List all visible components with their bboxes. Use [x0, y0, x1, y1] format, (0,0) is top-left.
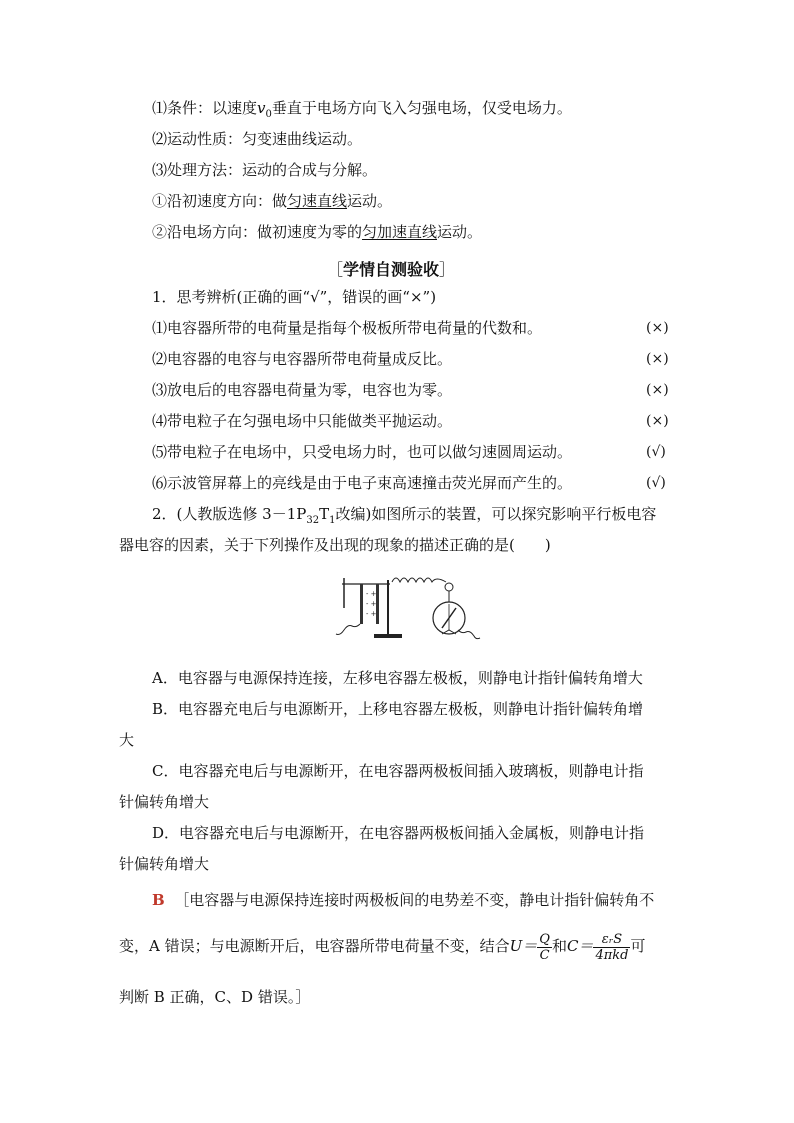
option-d-line2: 针偏转角增大	[119, 855, 210, 873]
answer-text-2a: 变，A 错误；与电源断开后，电容器所带电荷量不变，结合	[119, 937, 510, 955]
q1-item-3: ⑶放电后的电容器电荷量为零，电容也为零。	[152, 381, 453, 399]
condition-line	[152, 98, 572, 125]
svg-text:- +: - +	[366, 590, 377, 598]
svg-text:- +: - +	[366, 600, 377, 608]
formula-u: U＝	[509, 937, 538, 955]
q2-stem-line2: 器电容的因素，关于下列操作及出现的现象的描述正确的是( )	[119, 536, 551, 554]
initial-velocity-direction-line	[152, 191, 392, 211]
heading-bracket-left: ［	[327, 260, 344, 279]
init-dir-text-a: ①沿初速度方向：做	[152, 192, 288, 210]
q2-stem-c: 改编)如图所示的装置，可以探究影响平行板电容	[335, 505, 657, 523]
heading-text: 学情自测验收	[343, 260, 440, 279]
v0-subscript: 0	[265, 109, 272, 120]
answer-text-1: ［电容器与电源保持连接时两极板间的电势差不变，静电计指针偏转角不	[174, 891, 655, 909]
q2-stem-b: T	[319, 505, 330, 523]
capacitor-electrometer-figure	[330, 570, 490, 650]
q1-mark-2: (×)	[646, 351, 669, 367]
section-heading	[327, 257, 455, 280]
q2-stem-a: 2．(人教版选修 3－1P	[152, 505, 307, 523]
option-c-line2: 针偏转角增大	[119, 793, 210, 811]
answer-line1	[152, 890, 654, 910]
uniform-accel-underlined: 匀加速直线	[362, 223, 438, 241]
condition-text-b: 垂直于电场方向飞入匀强电场，仅受电场力。	[271, 99, 572, 117]
q1-item-2: ⑵电容器的电容与电容器所带电荷量成反比。	[152, 350, 453, 368]
field-dir-text-a: ②沿电场方向：做初速度为零的	[152, 223, 363, 241]
option-d-line1: D．电容器充电后与电源断开，在电容器两极板间插入金属板，则静电计指	[152, 824, 645, 842]
answer-letter: B	[152, 891, 165, 909]
q1-mark-1: (×)	[646, 320, 669, 336]
option-c-line1: C．电容器充电后与电源断开，在电容器两极板间插入玻璃板，则静电计指	[152, 762, 644, 780]
field-direction-line	[152, 222, 482, 242]
formula-c: C＝	[566, 937, 594, 955]
heading-bracket-right: ］	[439, 260, 456, 279]
q1-item-1: ⑴电容器所带的电荷量是指每个极板所带电荷量的代数和。	[152, 319, 543, 337]
q1-title: 1．思考辨析(正确的画“√”，错误的画“×”)	[152, 288, 437, 306]
answer-and: 和	[551, 937, 567, 955]
answer-line2	[119, 929, 645, 963]
q2-sub-index: 1	[329, 515, 336, 526]
v0-symbol: v	[257, 99, 266, 117]
fraction-capacitance	[593, 932, 630, 963]
option-b-line2: 大	[119, 731, 135, 749]
method-line: ⑶处理方法：运动的合成与分解。	[152, 161, 378, 179]
motion-nature-line: ⑵运动性质：匀变速曲线运动。	[152, 130, 363, 148]
condition-text-a: ⑴条件：以速度	[152, 99, 258, 117]
q1-item-5: ⑸带电粒子在电场中，只受电场力时，也可以做匀速圆周运动。	[152, 443, 573, 461]
q1-item-4: ⑷带电粒子在匀强电场中只能做类平抛运动。	[152, 412, 453, 430]
q1-mark-4: (×)	[646, 413, 669, 429]
q1-mark-5: (√)	[646, 444, 666, 460]
fraction-numerator-es: εᵣS	[593, 932, 630, 948]
q1-item-6: ⑹示波管屏幕上的亮线是由于电子束高速撞击荧光屏而产生的。	[152, 474, 573, 492]
field-dir-text-b: 运动。	[437, 223, 483, 241]
option-b-line1: B．电容器充电后与电源断开，上移电容器左极板，则静电计指针偏转角增	[152, 700, 644, 718]
uniform-linear-underlined: 匀速直线	[287, 192, 348, 210]
init-dir-text-b: 运动。	[347, 192, 393, 210]
fraction-denominator-4pikd: 4πkd	[595, 947, 629, 963]
option-a: A．电容器与电源保持连接，左移电容器左极板，则静电计指针偏转角增大	[152, 669, 643, 687]
answer-text-2b: 可	[630, 937, 646, 955]
fraction-denominator-c: C	[539, 947, 550, 963]
svg-text:- +: - +	[366, 610, 377, 618]
q1-mark-3: (×)	[646, 382, 669, 398]
fraction-q-over-c	[537, 932, 552, 963]
q2-stem-line1	[152, 504, 656, 531]
fraction-numerator-q: Q	[539, 931, 550, 947]
q2-sub-page: 32	[306, 515, 320, 526]
answer-line3: 判断 B 正确，C、D 错误。］	[119, 988, 311, 1006]
q1-mark-6: (√)	[646, 475, 666, 491]
